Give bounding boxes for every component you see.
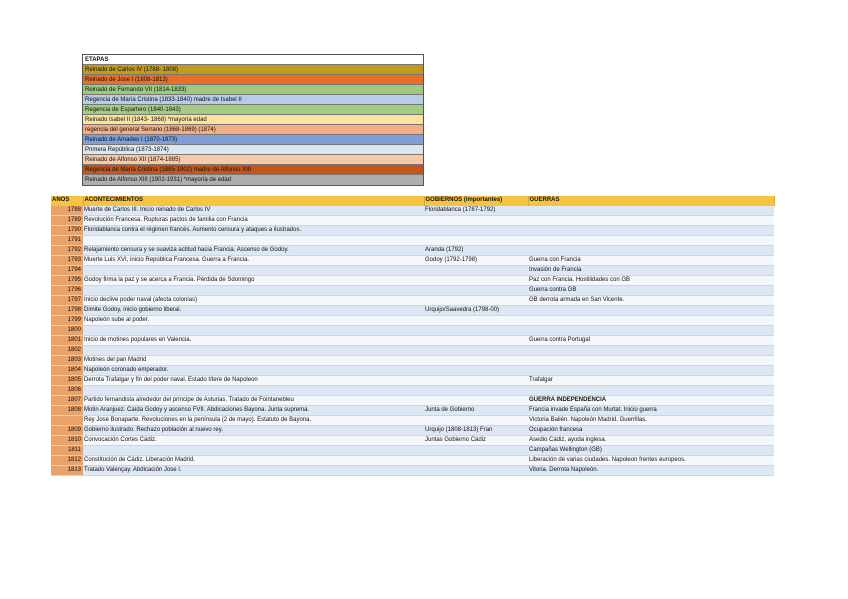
year-cell: 1802 [51, 346, 83, 356]
table-row [51, 286, 774, 296]
government-cell [424, 216, 528, 226]
event-cell: Inicio de motines populares en Valencia. [83, 336, 424, 346]
government-cell [424, 416, 528, 426]
government-cell: Urquijo (1808-1813) Fran [424, 426, 528, 436]
war-cell: Asedio Cádiz, ayuda inglesa. [528, 436, 774, 446]
war-cell: Vitoria. Derrota Napoleón. [528, 466, 774, 476]
table-row [51, 396, 774, 406]
event-cell [83, 326, 424, 336]
etapa-item: Regencia de María Cristina (1885-1902) madre de Alfonso XIII [83, 165, 423, 175]
year-cell: 1795 [51, 276, 83, 286]
table-row [51, 376, 774, 386]
war-cell [528, 346, 774, 356]
event-cell: Tratado Valençay. Abdicación Jose I. [83, 466, 424, 476]
etapa-item: Reinado de Amadeo I (1870-1873) [83, 135, 423, 145]
event-cell: Motin Aranjuez. Caída Godoy y ascenso FVII. Abdicaciones Bayona. Junta suprema. [83, 406, 424, 416]
war-cell [528, 356, 774, 366]
war-cell: Ocupación francesa [528, 426, 774, 436]
table-row [51, 336, 774, 346]
government-cell [424, 446, 528, 456]
table-row [51, 366, 774, 376]
government-cell [424, 316, 528, 326]
year-cell: 1813 [51, 466, 83, 476]
government-cell [424, 396, 528, 406]
year-cell [51, 416, 83, 426]
table-row [51, 216, 774, 226]
etapa-item: Reinado de Fernando VII (1814-1833) [83, 85, 423, 95]
etapa-item: Regencia de María Cristina (1833-1840) madre de Isabel II [83, 95, 423, 105]
war-cell: Francia invade España con Murtat. Inicio guerra [528, 406, 774, 416]
year-cell: 1797 [51, 296, 83, 306]
year-cell: 1808 [51, 406, 83, 416]
war-cell: Liberación de varias ciudades. Napoleon frentes europeos. [528, 456, 774, 466]
year-cell: 1798 [51, 306, 83, 316]
event-cell: Napoleón coronado emperador. [83, 366, 424, 376]
event-cell: Motines del pan Madrid [83, 356, 424, 366]
etapa-item: Reinado de Alfonso XII (1874-1885) [83, 155, 423, 165]
table-row [51, 276, 774, 286]
year-cell: 1790 [51, 226, 83, 236]
war-cell: GB derrota armada en San Vicente. [528, 296, 774, 306]
header-governments: GOBIERNOS (importantes) [424, 196, 528, 206]
government-cell: Urquijo/Saavedra (1798-00) [424, 306, 528, 316]
war-cell: Guerra contra GB [528, 286, 774, 296]
etapa-item: Reinado de Jose I (1808-1813) [83, 75, 423, 85]
table-row [51, 306, 774, 316]
table-row [51, 416, 774, 426]
header-events: ACONTECIMIENTOS [83, 196, 424, 206]
event-cell [83, 266, 424, 276]
table-row [51, 406, 774, 416]
war-cell: Paz con Francia. Hostilidades con GB [528, 276, 774, 286]
event-cell: Convocación Cortes Cádiz. [83, 436, 424, 446]
event-cell: Dimite Godoy, inicio gobierno liberal. [83, 306, 424, 316]
year-cell: 1811 [51, 446, 83, 456]
table-row [51, 256, 774, 266]
war-cell [528, 326, 774, 336]
table-row [51, 206, 774, 216]
year-cell: 1805 [51, 376, 83, 386]
government-cell [424, 226, 528, 236]
event-cell: Muerte Luis XVI, inicio República Francesa. Guerra a Francia. [83, 256, 424, 266]
header-years: AÑOS [51, 196, 83, 206]
events-table [51, 196, 775, 476]
year-cell: 1809 [51, 426, 83, 436]
etapa-item: Reinado de Carlos IV (1788- 1808) [83, 65, 423, 75]
event-cell [83, 446, 424, 456]
table-row [51, 386, 774, 396]
event-cell [83, 386, 424, 396]
war-cell [528, 306, 774, 316]
table-row [51, 346, 774, 356]
war-cell: GUERRA INDEPENDENCIA [528, 396, 774, 406]
government-cell [424, 286, 528, 296]
government-cell [424, 346, 528, 356]
etapa-item: Regencia de Espartero (1840-1843) [83, 105, 423, 115]
etapa-item: regencia del general Serrano (1868-1869) (1874) [83, 125, 423, 135]
table-row [51, 466, 774, 476]
table-row [51, 356, 774, 366]
event-cell: Derrota Trafalgar y fin del poder naval. Estado títere de Napoleon [83, 376, 424, 386]
table-row [51, 426, 774, 436]
war-cell [528, 246, 774, 256]
table-row [51, 326, 774, 336]
table-row [51, 246, 774, 256]
etapas-header: ETAPAS [83, 55, 423, 65]
etapas-legend [82, 54, 424, 186]
event-cell: Godoy firma la paz y se acerca a Francia. Pérdida de Sdomingo [83, 276, 424, 286]
event-cell [83, 346, 424, 356]
year-cell: 1794 [51, 266, 83, 276]
table-row [51, 266, 774, 276]
year-cell: 1803 [51, 356, 83, 366]
government-cell: Junta de Gobierno [424, 406, 528, 416]
war-cell: Trafalgar [528, 376, 774, 386]
event-cell: Rey Jose Bonaparte. Revoluciones en la península (2 de mayo). Estatuto de Bayona. [83, 416, 424, 426]
government-cell: Floridablanca (1787-1792) [424, 206, 528, 216]
government-cell [424, 336, 528, 346]
government-cell [424, 466, 528, 476]
government-cell [424, 236, 528, 246]
header-wars: GUERRAS [528, 196, 774, 206]
government-cell [424, 276, 528, 286]
event-cell [83, 286, 424, 296]
year-cell: 1799 [51, 316, 83, 326]
event-cell: Relajamiento censura y se suaviza actitud hacia Francia. Ascenso de Godoy. [83, 246, 424, 256]
war-cell [528, 316, 774, 326]
table-row [51, 456, 774, 466]
event-cell: Muerte de Carlos III. Inicio reinado de Carlos IV [83, 206, 424, 216]
etapa-item: Reinado Isabel II (1843- 1868) *mayoría edad [83, 115, 423, 125]
table-row [51, 236, 774, 246]
government-cell [424, 456, 528, 466]
year-cell: 1788 [51, 206, 83, 216]
table-row [51, 446, 774, 456]
year-cell: 1792 [51, 246, 83, 256]
war-cell [528, 206, 774, 216]
war-cell: Campañas Wellington (GB) [528, 446, 774, 456]
etapas-items [83, 65, 423, 185]
government-cell [424, 376, 528, 386]
war-cell [528, 366, 774, 376]
year-cell: 1812 [51, 456, 83, 466]
war-cell: Victoria Bailén. Napoleón Madrid. Guerrillas. [528, 416, 774, 426]
year-cell: 1793 [51, 256, 83, 266]
war-cell: Invasión de Francia [528, 266, 774, 276]
event-cell: Inicio declive poder naval (afecta colonias) [83, 296, 424, 306]
table-row [51, 436, 774, 446]
government-cell [424, 326, 528, 336]
government-cell [424, 296, 528, 306]
event-cell: Gobierno ilustrado. Rechazo población al nuevo rey. [83, 426, 424, 436]
war-cell [528, 226, 774, 236]
year-cell: 1807 [51, 396, 83, 406]
government-cell: Aranda (1792) [424, 246, 528, 256]
table-row [51, 226, 774, 236]
event-cell: Partido fernandista alrededor del príncipe de Asturias. Tratado de Fointanebleu [83, 396, 424, 406]
year-cell: 1791 [51, 236, 83, 246]
year-cell: 1810 [51, 436, 83, 446]
table-row [51, 316, 774, 326]
event-cell: Napoleón sube al poder. [83, 316, 424, 326]
event-cell: Revolución Francesa. Rupturas pactos de familia con Francia [83, 216, 424, 226]
government-cell [424, 266, 528, 276]
events-body [51, 206, 774, 476]
war-cell [528, 216, 774, 226]
government-cell [424, 366, 528, 376]
government-cell [424, 356, 528, 366]
war-cell: Guerra con Francia [528, 256, 774, 266]
government-cell: Juntas Gobierno Cádiz [424, 436, 528, 446]
event-cell [83, 236, 424, 246]
year-cell: 1804 [51, 366, 83, 376]
government-cell [424, 386, 528, 396]
event-cell: Constitución de Cádiz. Liberación Madrid. [83, 456, 424, 466]
war-cell: Guerra contra Portugal [528, 336, 774, 346]
etapa-item: Reinado de Alfonso XIII (1902-1931) *mayoría de edad [83, 175, 423, 185]
war-cell [528, 236, 774, 246]
war-cell [528, 386, 774, 396]
government-cell: Godoy (1792-1798) [424, 256, 528, 266]
table-header-row [51, 196, 774, 206]
event-cell: Floridablanca contra el régimen francés. Aumento censura y ataques a ilustrados. [83, 226, 424, 236]
year-cell: 1806 [51, 386, 83, 396]
table-row [51, 296, 774, 306]
year-cell: 1789 [51, 216, 83, 226]
year-cell: 1800 [51, 326, 83, 336]
year-cell: 1801 [51, 336, 83, 346]
year-cell: 1796 [51, 286, 83, 296]
etapa-item: Primera República (1873-1874) [83, 145, 423, 155]
